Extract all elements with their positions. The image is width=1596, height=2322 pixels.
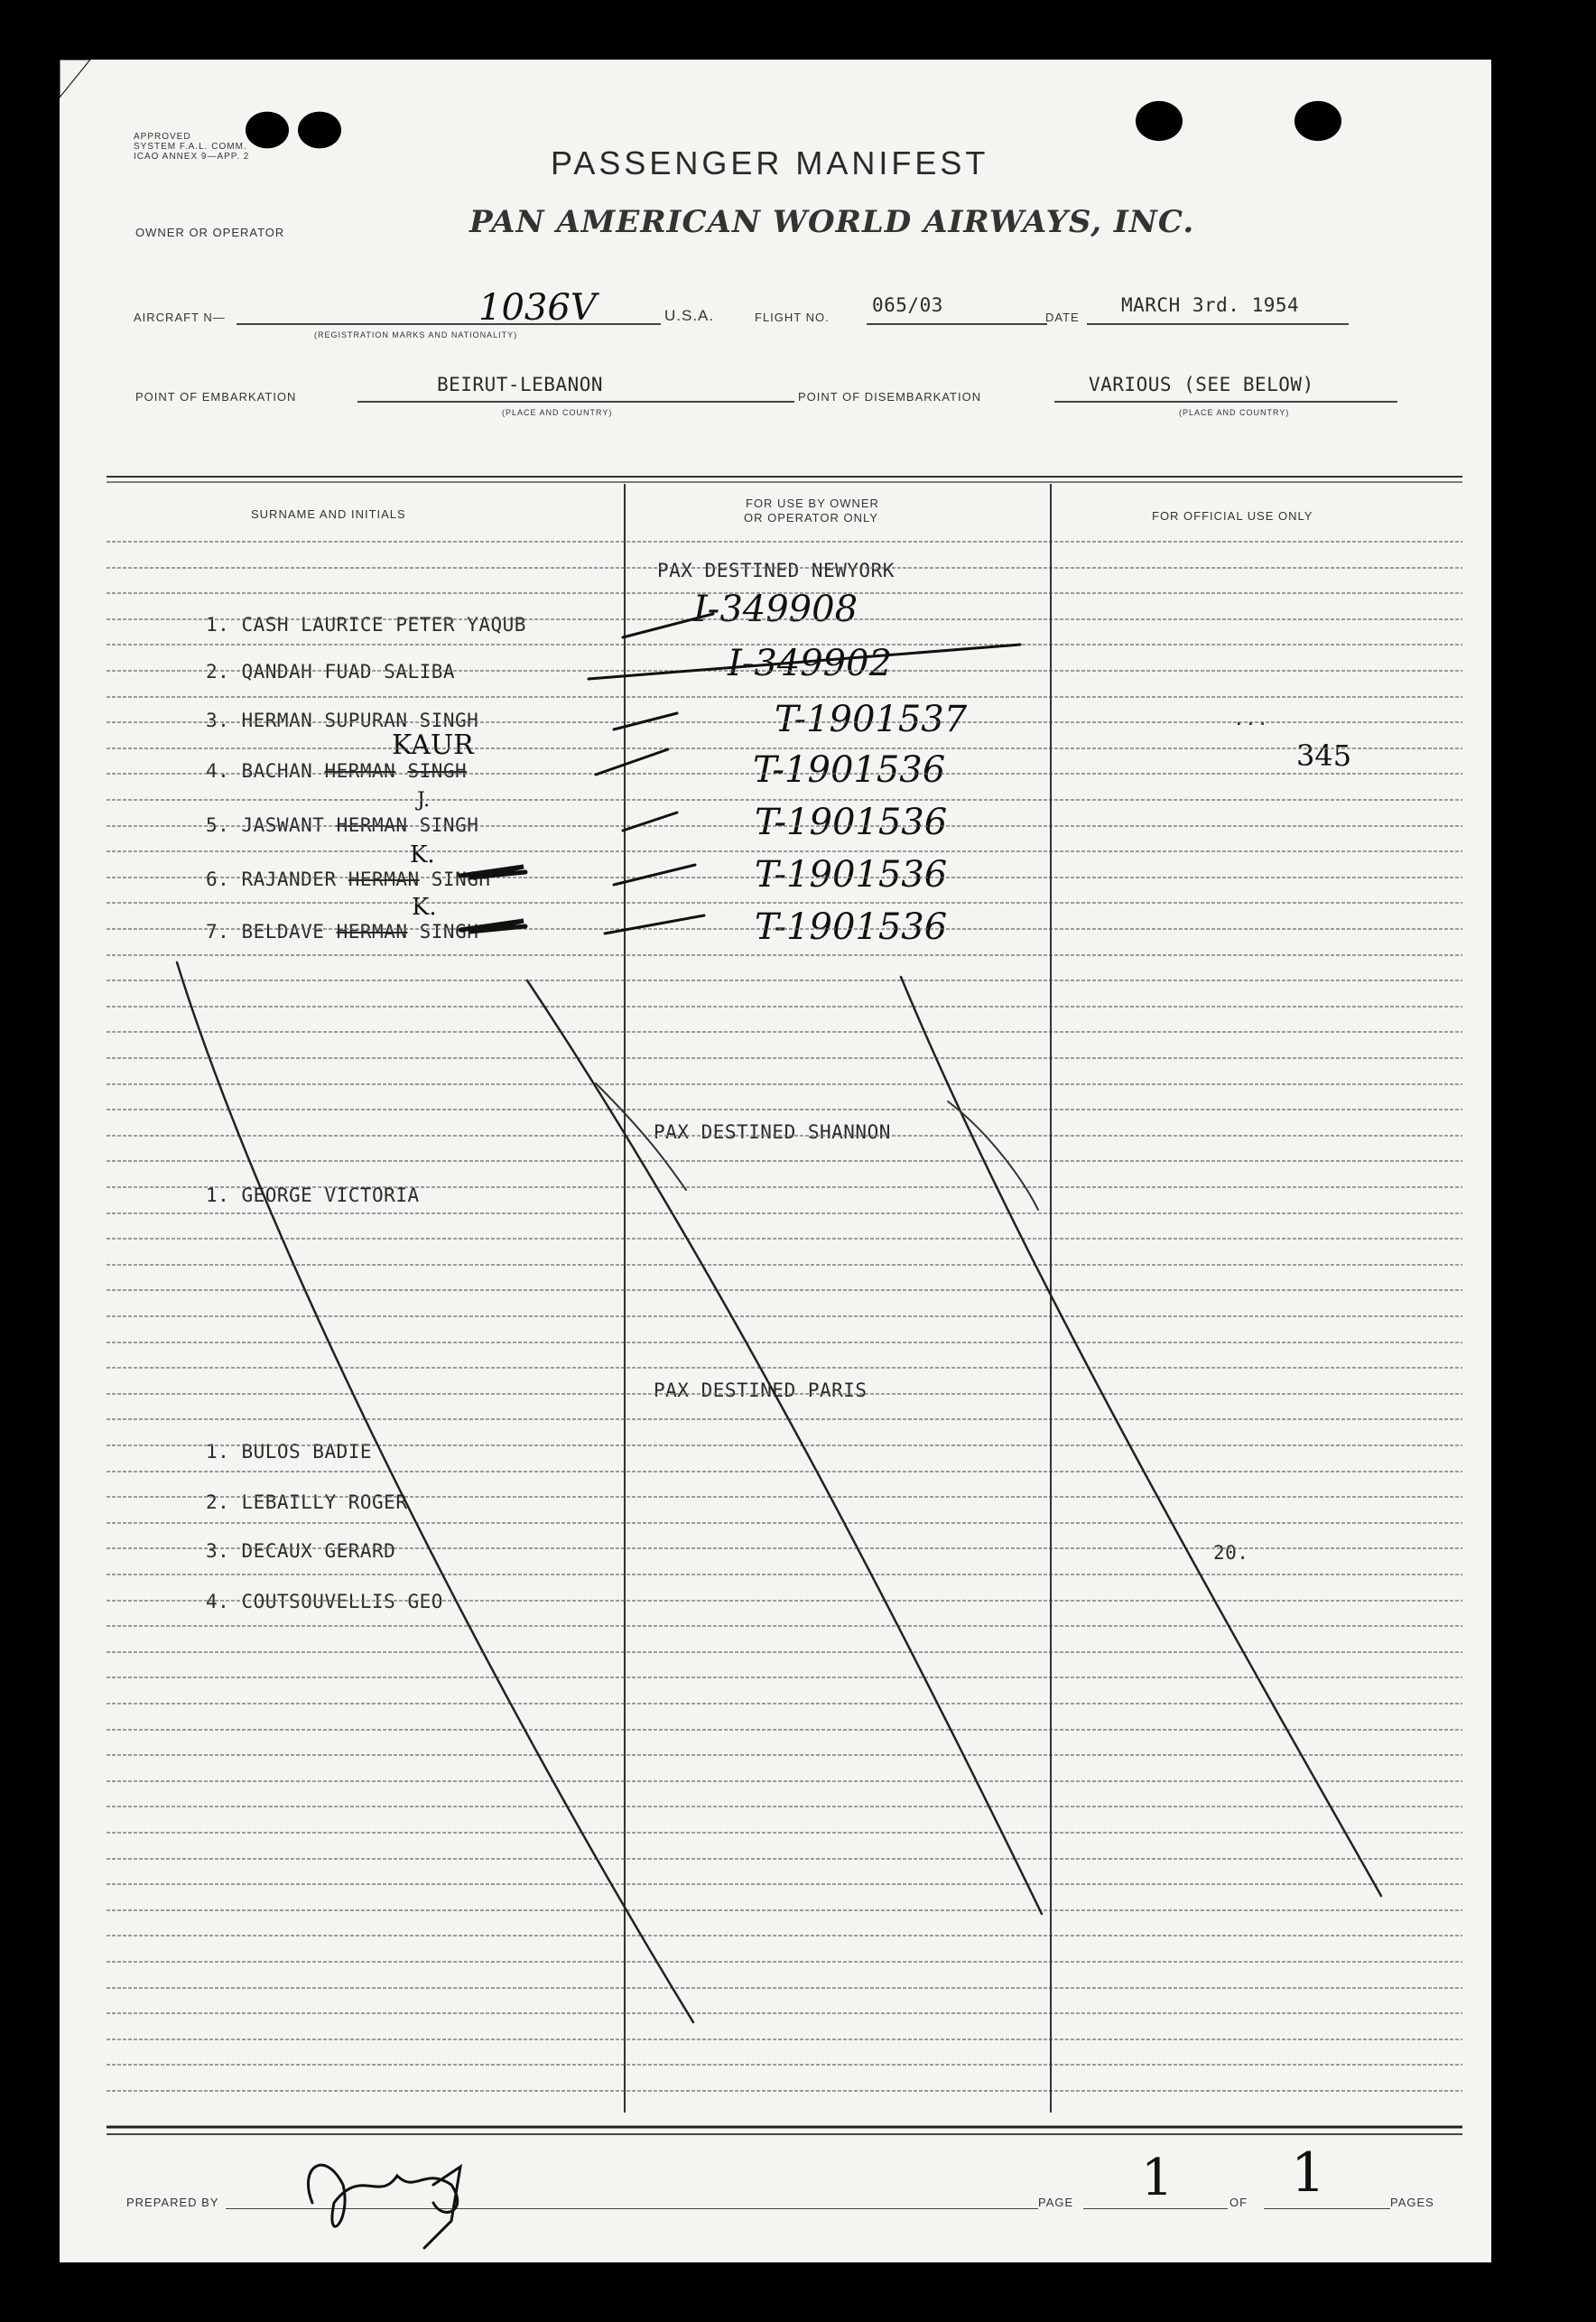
passenger-name-struck: HERMAN <box>336 921 408 943</box>
passenger-number: 5. <box>206 814 230 836</box>
correction-above: J. <box>417 789 431 812</box>
approval-line: APPROVED <box>134 132 191 142</box>
scribble-out <box>460 867 525 878</box>
pages-label: PAGES <box>1390 2196 1434 2209</box>
disembark-label: POINT OF DISEMBARKATION <box>798 390 982 404</box>
col-surname-header: SURNAME AND INITIALS <box>251 507 406 521</box>
passenger-number: 2. <box>206 661 230 683</box>
approval-line: SYSTEM F.A.L. COMM. <box>134 142 247 152</box>
col-owner-header-2: OR OPERATOR ONLY <box>744 511 878 525</box>
passenger-name: CASH LAURICE PETER YAQUB <box>241 614 526 636</box>
of-value: 1 <box>1291 2141 1326 2205</box>
passenger-number: 3. <box>206 1540 230 1562</box>
check-stroke <box>614 713 677 729</box>
flight-label: FLIGHT NO. <box>755 311 830 324</box>
passenger-name-struck: HERMAN <box>348 868 420 890</box>
passenger-name: DECAUX GERARD <box>241 1540 396 1562</box>
signature <box>308 2165 457 2226</box>
passenger-number: 7. <box>206 921 230 943</box>
passenger-name-last: SINGH <box>419 921 479 943</box>
check-stroke <box>623 813 677 831</box>
official-mark: ... <box>1233 708 1269 729</box>
check-stroke <box>596 749 668 775</box>
check-stroke <box>589 645 1020 679</box>
scribble-out <box>460 921 525 932</box>
page-value: 1 <box>1141 2149 1174 2207</box>
page-label: PAGE <box>1038 2196 1074 2209</box>
passenger-name-last: SINGH <box>407 760 468 782</box>
punch-hole <box>246 112 289 149</box>
passenger-name-first: RAJANDER <box>241 868 337 890</box>
col-owner-header-1: FOR USE BY OWNER <box>746 497 879 510</box>
passenger-doc: I-349902 <box>728 643 893 684</box>
approval-line: ICAO ANNEX 9—APP. 2 <box>134 152 250 162</box>
passenger-doc: T-1901536 <box>755 802 948 843</box>
group-heading-shannon: PAX DESTINED SHANNON <box>654 1121 891 1143</box>
aircraft-label: AIRCRAFT N— <box>134 311 226 324</box>
passenger-name: BULOS BADIE <box>241 1441 373 1463</box>
check-stroke <box>605 915 704 933</box>
col-official-header: FOR OFFICIAL USE ONLY <box>1152 509 1313 523</box>
passenger-name-first: JASWANT <box>241 814 325 836</box>
correction-above: K. <box>412 894 437 921</box>
pen-mark <box>596 1083 686 1190</box>
passenger-number: 3. <box>206 710 230 731</box>
punch-hole <box>1136 101 1183 141</box>
nationality: U.S.A. <box>664 307 715 324</box>
diagonal-strike <box>901 977 1381 1896</box>
check-stroke <box>614 865 695 885</box>
official-mark: 20. <box>1213 1542 1249 1564</box>
correction-above: KAUR <box>392 729 474 761</box>
passenger-number: 1. <box>206 1184 230 1206</box>
punch-hole <box>298 112 341 149</box>
passenger-number: 1. <box>206 1441 230 1463</box>
passenger-number: 4. <box>206 760 230 782</box>
date-label: DATE <box>1045 311 1080 324</box>
check-stroke <box>623 614 713 637</box>
of-label: OF <box>1229 2196 1248 2209</box>
embark-value: BEIRUT-LEBANON <box>437 374 604 395</box>
date-value: MARCH 3rd. 1954 <box>1121 294 1300 316</box>
passenger-name-first: BACHAN <box>241 760 313 782</box>
owner-value: PAN AMERICAN WORLD AIRWAYS, INC. <box>469 204 1195 240</box>
disembark-value: VARIOUS (SEE BELOW) <box>1089 374 1314 395</box>
passenger-doc: T-1901536 <box>753 749 946 791</box>
passenger-name: HERMAN SUPURAN SINGH <box>241 710 479 731</box>
passenger-name-first: BELDAVE <box>241 921 325 943</box>
official-mark: 345 <box>1296 738 1352 773</box>
prepared-by-label: PREPARED BY <box>126 2196 219 2209</box>
passenger-number: 4. <box>206 1591 230 1612</box>
passenger-name-last: SINGH <box>431 868 491 890</box>
embark-label: POINT OF EMBARKATION <box>135 390 297 404</box>
correction-above: K. <box>410 841 435 868</box>
place-note-disembark: (PLACE AND COUNTRY) <box>1179 408 1290 417</box>
owner-label: OWNER OR OPERATOR <box>135 226 285 239</box>
aircraft-value: 1036V <box>478 287 597 329</box>
passenger-name-last: SINGH <box>419 814 479 836</box>
passenger-name: LEBAILLY ROGER <box>241 1491 408 1513</box>
place-note-embark: (PLACE AND COUNTRY) <box>502 408 613 417</box>
passenger-name-struck: HERMAN <box>336 814 408 836</box>
torn-corner-mark <box>60 60 90 98</box>
passenger-name: COUTSOUVELLIS GEO <box>241 1591 443 1612</box>
passenger-name: GEORGE VICTORIA <box>241 1184 420 1206</box>
group-heading-paris: PAX DESTINED PARIS <box>654 1379 868 1401</box>
passenger-name-struck: HERMAN <box>324 760 396 782</box>
group-heading-newyork: PAX DESTINED NEWYORK <box>657 560 895 581</box>
passenger-doc: I-349908 <box>693 589 858 630</box>
passenger-number: 6. <box>206 868 230 890</box>
punch-hole <box>1294 101 1341 141</box>
passenger-name: QANDAH FUAD SALIBA <box>241 661 456 683</box>
passenger-doc: T-1901537 <box>775 699 968 740</box>
flight-value: 065/03 <box>872 294 943 316</box>
pen-mark <box>948 1101 1038 1210</box>
passenger-doc: T-1901536 <box>755 854 948 896</box>
registration-note: (REGISTRATION MARKS AND NATIONALITY) <box>314 330 518 339</box>
page-title: PASSENGER MANIFEST <box>551 144 989 181</box>
passenger-number: 2. <box>206 1491 230 1513</box>
passenger-number: 1. <box>206 614 230 636</box>
passenger-doc: T-1901536 <box>755 906 948 948</box>
